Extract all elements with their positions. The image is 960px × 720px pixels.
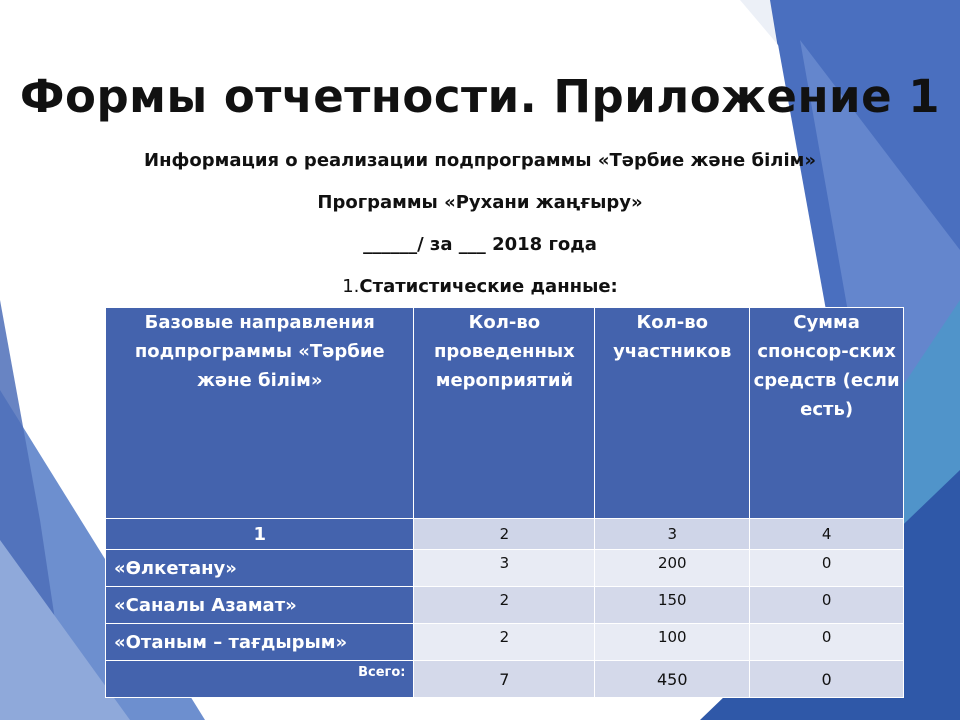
column-number-4: 4 <box>750 519 904 550</box>
row-participants-value: 100 <box>595 624 750 661</box>
column-number-3: 3 <box>595 519 750 550</box>
column-number-2: 2 <box>414 519 595 550</box>
row-participants-value: 150 <box>595 587 750 624</box>
statistics-table <box>105 307 904 698</box>
row-participants-value: 200 <box>595 550 750 587</box>
section-label: Статистические данные: <box>359 276 618 297</box>
total-participants-value: 450 <box>595 661 750 698</box>
header-directions: Базовые направления подпрограммы «Тәрбие және білім» <box>106 308 414 519</box>
row-events-value: 3 <box>414 550 595 587</box>
subtitle-program-info: Информация о реализации подпрограммы «Тәрбие және білім» <box>144 150 816 171</box>
row-events-value: 2 <box>414 587 595 624</box>
subtitle-period: ______/ за ___ 2018 года <box>363 234 597 255</box>
header-sponsor-sum: Сумма спонсор-ских средств (если есть) <box>750 308 904 519</box>
total-sponsor-value: 0 <box>750 661 904 698</box>
header-participants-count: Кол-во участников <box>595 308 750 519</box>
column-number-1: 1 <box>106 519 414 550</box>
row-direction-name: «Отаным – тағдырым» <box>106 624 414 661</box>
section-number: 1. <box>342 276 360 297</box>
header-events-count: Кол-во проведенных мероприятий <box>414 308 595 519</box>
total-events-value: 7 <box>414 661 595 698</box>
row-sponsor-value: 0 <box>750 624 904 661</box>
row-events-value: 2 <box>414 624 595 661</box>
table-row <box>106 624 904 661</box>
total-label: Всего: <box>106 661 414 698</box>
row-sponsor-value: 0 <box>750 587 904 624</box>
column-number-row <box>106 519 904 550</box>
table-row <box>106 587 904 624</box>
section-heading <box>0 276 960 297</box>
row-direction-name: «Саналы Азамат» <box>106 587 414 624</box>
slide-title: Формы отчетности. Приложение 1 <box>19 70 941 123</box>
subtitle-program-name: Программы «Рухани жаңғыру» <box>317 192 643 213</box>
row-sponsor-value: 0 <box>750 550 904 587</box>
table-header-row <box>106 308 904 519</box>
total-row <box>106 661 904 698</box>
row-direction-name: «Өлкетану» <box>106 550 414 587</box>
table-row <box>106 550 904 587</box>
